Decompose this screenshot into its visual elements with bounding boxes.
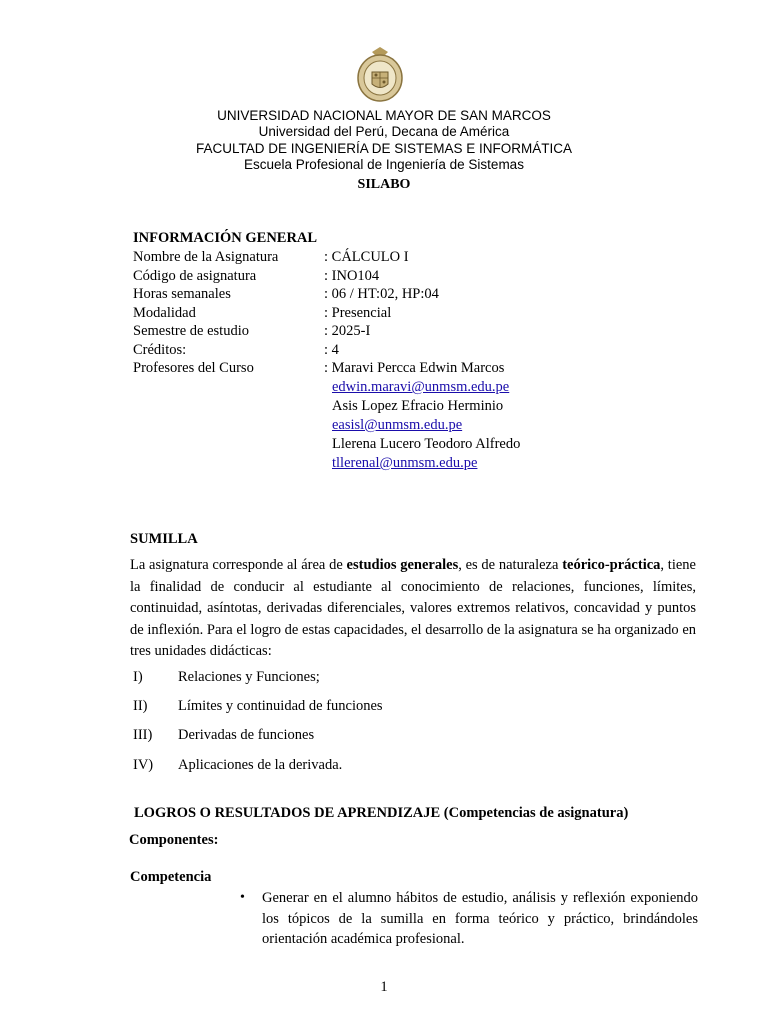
logros-heading: LOGROS O RESULTADOS DE APRENDIZAJE (Competencias de asignatura) [134,805,629,821]
unit-title: Aplicaciones de la derivada. [178,757,343,773]
unit-title: Derivadas de funciones [178,727,315,743]
info-label: Créditos: [133,341,187,358]
email-link[interactable]: tllerenal@unmsm.edu.pe [332,455,478,471]
university-seal-icon [354,44,406,104]
info-value: : 4 [324,341,339,358]
sumilla-paragraph: La asignatura corresponde al área de estudios generales, es de naturaleza teórico-práctica, tiene la finalidad de conducir al estudiante al conocimiento de relaciones, funciones, límites, continuidad, asíntotas, derivadas diferenciales, valores extremos relativos, concavidad y puntos de inflexión. Para el logro de estas capacidades, el desarrollo de la asignatura se ha organizado en tres unidades didácticas: [130,557,696,659]
competencia-text: Generar en el alumno hábitos de estudio, análisis y reflexión exponiendo los tópicos de la sumilla en forma teórico y práctico, brindándoles orientación académica profesional. [262,890,698,948]
info-heading: INFORMACIÓN GENERAL [133,230,318,246]
unit-number: III) [133,727,153,743]
email-link[interactable]: easisl@unmsm.edu.pe [332,417,463,433]
university-motto: Universidad del Perú, Decana de América [258,124,510,139]
unit-title: Límites y continuidad de funciones [178,698,383,714]
document-title: SILABO [357,177,411,192]
sumilla-heading: SUMILLA [130,531,198,547]
info-value: : 2025-I [324,323,371,339]
school-name: Escuela Profesional de Ingeniería de Sistemas [244,157,524,172]
componentes-label: Componentes: [129,832,219,848]
professor-name: Llerena Lucero Teodoro Alfredo [332,436,521,452]
unit-number: I) [133,669,143,685]
unit-number: IV) [133,757,154,773]
info-value: : INO104 [324,267,380,284]
info-value: : 06 / HT:02, HP:04 [324,286,439,302]
professor-name: Asis Lopez Efracio Herminio [332,398,504,414]
info-value: : Presencial [324,304,392,321]
university-name: UNIVERSIDAD NACIONAL MAYOR DE SAN MARCOS [217,108,551,123]
info-label: Nombre de la Asignatura [133,249,279,265]
faculty-name: FACULTAD DE INGENIERÍA DE SISTEMAS E INFORMÁTICA [195,141,573,156]
competencia-label: Competencia [130,869,212,885]
bullet-icon: • [240,890,245,905]
unit-number: II) [133,698,148,714]
email-link[interactable]: edwin.maravi@unmsm.edu.pe [332,379,510,395]
info-value: : Maravi Percca Edwin Marcos [324,360,505,376]
info-value: : CÁLCULO I [324,249,409,265]
page-number: 1 [380,979,388,995]
info-label: Modalidad [133,304,196,321]
info-label: Semestre de estudio [133,323,249,339]
info-label: Profesores del Curso [133,360,254,376]
info-label: Código de asignatura [133,267,257,284]
info-label: Horas semanales [133,286,231,302]
unit-title: Relaciones y Funciones; [178,669,320,685]
